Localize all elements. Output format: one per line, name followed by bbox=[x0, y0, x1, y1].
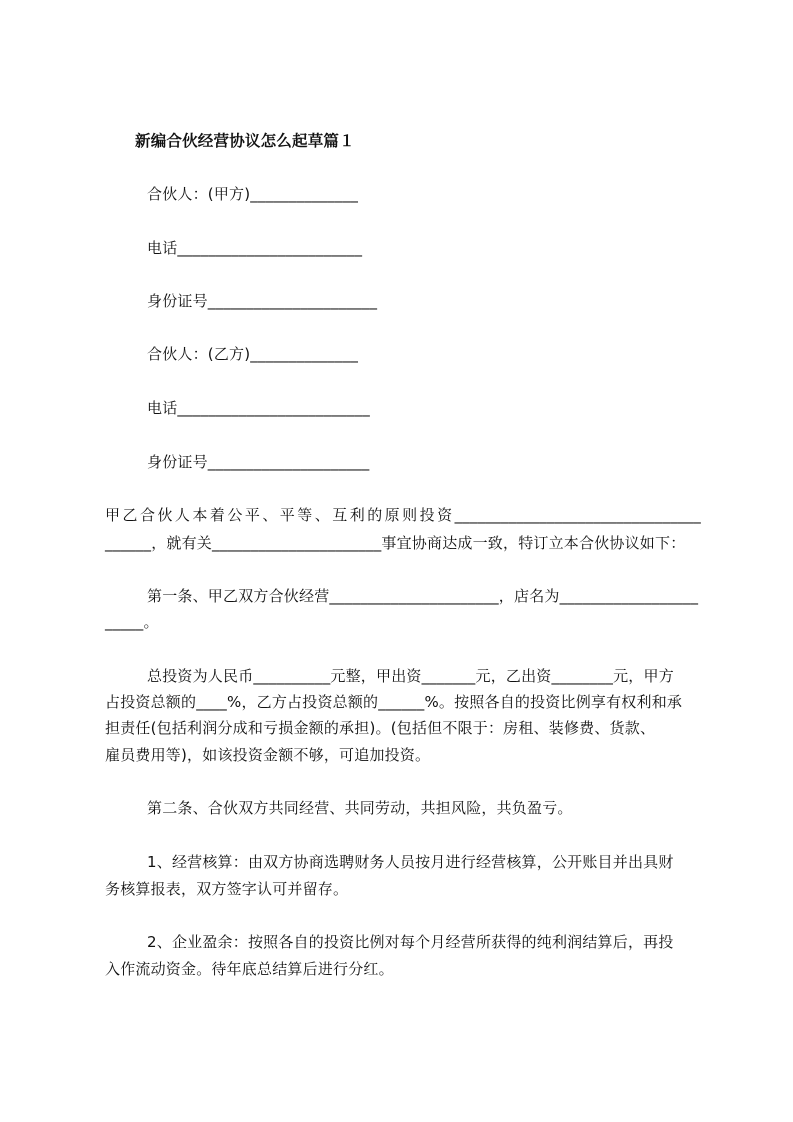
party-a-id-field: 身份证号______________________ bbox=[147, 292, 378, 310]
article-1-line-2: _____。 bbox=[105, 613, 159, 631]
item-2-line-2: 入作流动资金。待年底总结算后进行分红。 bbox=[105, 960, 394, 978]
item-1-line-2: 务核算报表，双方签字认可并留存。 bbox=[105, 880, 349, 898]
document-title: 新编合伙经营协议怎么起草篇１ bbox=[135, 132, 355, 150]
item-1-line-1: 1、经营核算：由双方协商选聘财务人员按月进行经营核算，公开账目并出具财 bbox=[147, 853, 674, 871]
investment-line-1: 总投资为人民币__________元整，甲出资_______元，乙出资________元，甲方 bbox=[147, 667, 674, 685]
party-a-partner-field: 合伙人：(甲方)______________ bbox=[147, 185, 359, 203]
party-b-phone-field: 电话_________________________ bbox=[147, 399, 370, 417]
investment-line-4: 雇员费用等)，如该投资金额不够，可追加投资。 bbox=[105, 746, 431, 764]
preamble-line-1: 甲乙合伙人本着公平、平等、互利的原则投资________________________________ bbox=[105, 506, 701, 524]
investment-line-2: 占投资总额的____%，乙方占投资总额的______%。按照各自的投资比例享有权利和承 bbox=[105, 693, 683, 711]
preamble-line-2: ______，就有关______________________事宜协商达成一致，特订立本合伙协议如下： bbox=[105, 534, 686, 552]
party-b-id-field: 身份证号_____________________ bbox=[147, 453, 370, 471]
article-1-line-1: 第一条、甲乙双方合伙经营______________________，店名为__________________ bbox=[147, 587, 699, 605]
article-2: 第二条、合伙双方共同经营、共同劳动，共担风险，共负盈亏。 bbox=[147, 799, 573, 817]
item-2-line-1: 2、企业盈余：按照各自的投资比例对每个月经营所获得的纯利润结算后，再投 bbox=[147, 933, 674, 951]
party-b-partner-field: 合伙人：(乙方)______________ bbox=[147, 345, 359, 363]
investment-line-3: 担责任(包括利润分成和亏损金额的承担)。(包括但不限于：房租、装修费、货款、 bbox=[105, 719, 656, 737]
party-a-phone-field: 电话________________________ bbox=[147, 239, 363, 257]
